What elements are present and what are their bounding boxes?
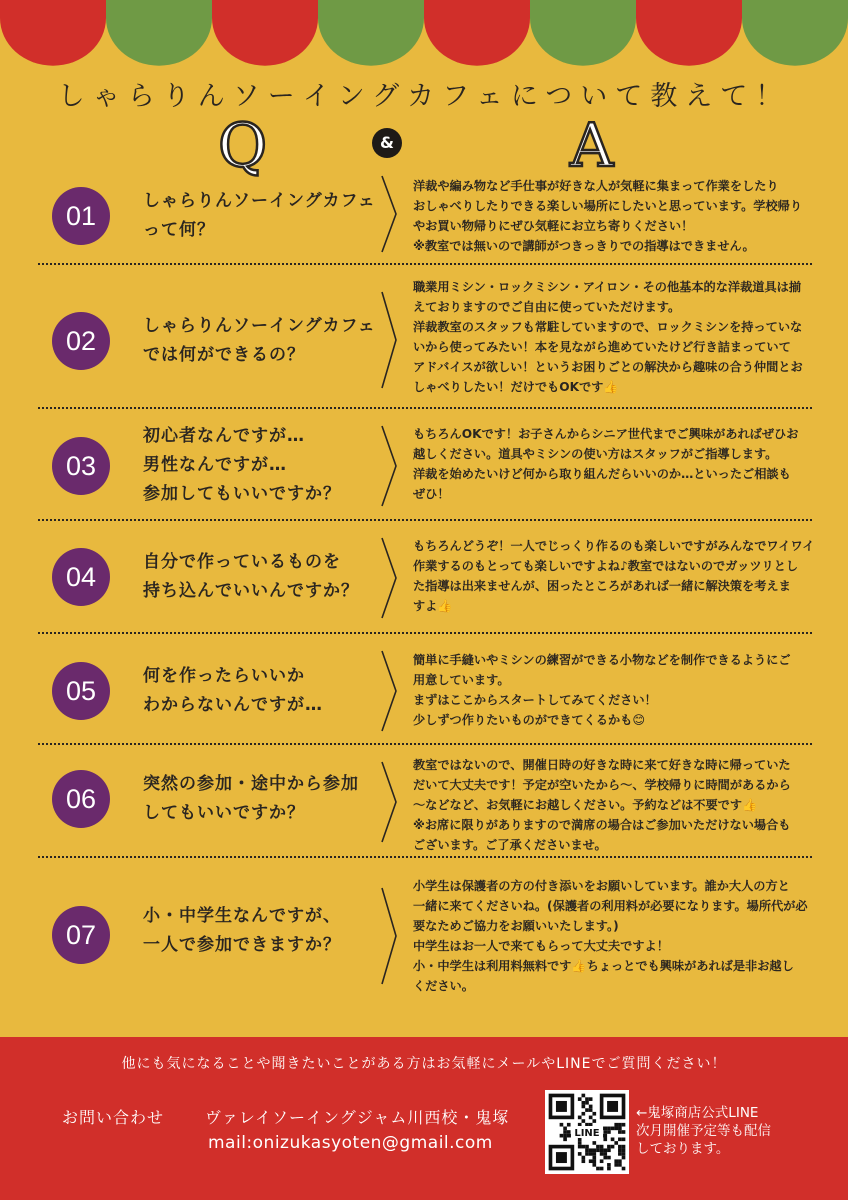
qr-module	[592, 1156, 596, 1160]
awning-scallop	[212, 0, 318, 66]
qr-module	[618, 1123, 622, 1127]
qr-module	[603, 1130, 607, 1134]
qr-module	[567, 1130, 571, 1134]
qr-module	[578, 1097, 582, 1101]
qr-module	[607, 1127, 611, 1131]
qr-module	[582, 1159, 586, 1163]
qr-module	[589, 1123, 593, 1127]
qr-module	[596, 1148, 600, 1152]
qr-module	[592, 1152, 596, 1156]
email-link[interactable]: mail:onizukasyoten@gmail.com	[208, 1133, 493, 1153]
qr-module	[611, 1127, 615, 1131]
qr-module	[618, 1163, 622, 1167]
question-text: 突然の参加・途中から参加 してもいいですか？	[143, 774, 359, 823]
item-number-badge: 02	[52, 312, 110, 370]
qr-module	[622, 1137, 626, 1141]
qr-module	[600, 1148, 604, 1152]
qr-module	[600, 1145, 604, 1149]
qr-module	[603, 1127, 607, 1131]
qr-module	[563, 1137, 567, 1141]
question-text: 何を作ったらいいか わからないんですが…	[143, 666, 323, 715]
qr-module	[596, 1167, 600, 1171]
qr-module	[611, 1145, 615, 1149]
qr-module	[567, 1123, 571, 1127]
item-number-badge: 07	[52, 906, 110, 964]
answer-text: もちろんどうぞ！一人でじっくり作るのも楽しいですがみんなでワイワイ 作業するのもとっても楽しいですよね♪教室ではないのでガッツリとし た指導は出来ませんが、困ったところがあれば一緒に解決策を考えま すよ👍	[413, 539, 815, 613]
qr-module	[563, 1127, 567, 1131]
qr-module	[603, 1156, 607, 1160]
awning-decoration	[0, 0, 848, 70]
qr-module	[582, 1112, 586, 1116]
a-heading: A	[570, 111, 614, 181]
qr-module	[578, 1145, 582, 1149]
item-number-badge: 06	[52, 770, 110, 828]
qr-module	[614, 1159, 618, 1163]
qr-module	[592, 1119, 596, 1123]
item-number-badge: 01	[52, 187, 110, 245]
divider	[38, 519, 812, 521]
qr-module	[607, 1163, 611, 1167]
qr-module	[603, 1152, 607, 1156]
answer-text: もちろんOKです！お子さんからシニア世代までご興味があればぜひお 越しください。道具やミシンの使い方はスタッフがご指導します。 洋裁を始めたいけど何から取り組んだらいいのか…といったご相談も ぜひ！	[413, 427, 799, 501]
qr-module	[585, 1152, 589, 1156]
answer-text: 小学生は保護者の方の付き添いをお願いしています。誰か大人の方と 一緒に来てくださいね。(保護者の利用料が必要になります。場所代が必 要なためご協力をお願いいたします。) 中学生はお一人で来てもらって大丈夫ですよ！ 小・中学生は利用料無料です👍ちょっとでも興味があれば是非お越し ください。	[413, 879, 808, 993]
qr-module	[603, 1137, 607, 1141]
awning-scallop	[742, 0, 848, 66]
qr-module	[582, 1105, 586, 1109]
qr-module	[614, 1123, 618, 1127]
qr-module	[611, 1137, 615, 1141]
question-text: しゃらりんソーイングカフェ って何？	[143, 191, 376, 240]
qr-module	[585, 1101, 589, 1105]
qr-module	[589, 1105, 593, 1109]
qr-module	[618, 1130, 622, 1134]
awning-scallop	[0, 0, 106, 66]
qr-module	[600, 1159, 604, 1163]
qr-module	[585, 1145, 589, 1149]
qr-module	[589, 1152, 593, 1156]
chevron-divider-icon	[378, 649, 400, 733]
qr-module	[585, 1148, 589, 1152]
footer-message: 他にも気になることや聞きたいことがある方はお気軽にメールやLINEでご質問ください！	[121, 1056, 727, 1072]
chevron-divider-icon	[378, 174, 400, 254]
qr-module	[622, 1145, 626, 1149]
chevron-divider-icon	[378, 886, 400, 986]
qr-module	[618, 1152, 622, 1156]
q-heading: Q	[218, 111, 268, 181]
qr-module	[563, 1130, 567, 1134]
qr-module	[603, 1134, 607, 1138]
qr-module	[589, 1097, 593, 1101]
qr-module	[618, 1137, 622, 1141]
qr-module	[578, 1141, 582, 1145]
qr-module	[618, 1148, 622, 1152]
qr-module	[622, 1148, 626, 1152]
qr-module	[582, 1119, 586, 1123]
qr-module	[560, 1123, 564, 1127]
qr-module	[614, 1141, 618, 1145]
divider	[38, 743, 812, 745]
qr-module	[607, 1156, 611, 1160]
qr-module	[563, 1134, 567, 1138]
divider	[38, 632, 812, 634]
divider	[38, 856, 812, 858]
qr-module	[600, 1167, 604, 1171]
answer-text: 教室ではないので、開催日時の好きな時に来て好きな時に帰っていた だいて大丈夫です！予定が空いたから〜、学校帰りに時間があるから 〜などなど、お気軽にお越しください。予約などは不要です👍 ※お席に限りがありますので満席の場合はご参加いただけない場合も ございます。ご了承くださいませ。	[413, 758, 791, 852]
page-title: しゃらりんソーイングカフェについて教えて！	[57, 81, 791, 112]
qr-module	[578, 1123, 582, 1127]
qr-module	[607, 1148, 611, 1152]
qr-module	[622, 1152, 626, 1156]
question-text: 自分で作っているものを 持ち込んでいいんですか？	[143, 552, 359, 601]
answer-text: 簡単に手縫いやミシンの練習ができる小物などを制作できるようにご 用意しています。 まずはここからスタートしてみてください！ 少しずつ作りたいものができてくるかも😊	[413, 653, 791, 727]
qr-module	[582, 1101, 586, 1105]
qr-module	[582, 1156, 586, 1160]
chevron-divider-icon	[378, 760, 400, 844]
divider	[38, 263, 812, 265]
qr-module	[607, 1130, 611, 1134]
qr-module	[560, 1134, 564, 1138]
question-text: しゃらりんソーイングカフェ では何ができるの？	[143, 316, 376, 365]
awning-scallop	[318, 0, 424, 66]
qr-module	[618, 1127, 622, 1131]
qr-module	[607, 1167, 611, 1171]
awning-scallop	[106, 0, 212, 66]
item-number-badge: 05	[52, 662, 110, 720]
chevron-divider-icon	[378, 536, 400, 620]
item-number-badge: 03	[52, 437, 110, 495]
qr-line-label: LINE	[574, 1128, 600, 1139]
qr-module	[622, 1123, 626, 1127]
question-text: 小・中学生なんですが、 一人で参加できますか？	[143, 906, 341, 955]
qr-module	[622, 1156, 626, 1160]
qr-module	[622, 1130, 626, 1134]
qr-module	[578, 1116, 582, 1120]
organization-name: ヴァレイソーイングジャム川西校・鬼塚	[205, 1108, 510, 1127]
qr-module	[614, 1127, 618, 1131]
qr-module	[592, 1159, 596, 1163]
question-text: 初心者なんですが… 男性なんですが… 参加してもいいですか？	[143, 426, 341, 504]
qr-module	[614, 1163, 618, 1167]
qr-module	[585, 1123, 589, 1127]
awning-scallop	[530, 0, 636, 66]
ampersand-badge: &	[372, 128, 402, 158]
divider	[38, 407, 812, 409]
qr-module	[592, 1148, 596, 1152]
qr-module	[596, 1145, 600, 1149]
answer-text: 洋裁や編み物など手仕事が好きな人が気軽に集まって作業をしたり おしゃべりしたりできる楽しい場所にしたいと思っています。学校帰り やお買い物帰りにぜひ気軽にお立ち寄りください！ ※教室では無いので講師がつきっきりでの指導はできません。	[413, 179, 803, 253]
qr-module	[585, 1108, 589, 1112]
qr-module	[585, 1097, 589, 1101]
qr-module	[589, 1159, 593, 1163]
qr-finder	[556, 1152, 567, 1163]
awning-scallop	[636, 0, 742, 66]
qr-module	[578, 1152, 582, 1156]
qr-module	[618, 1145, 622, 1149]
qr-module	[622, 1167, 626, 1171]
qr-module	[607, 1145, 611, 1149]
qr-module	[618, 1159, 622, 1163]
contact-label: お問い合わせ	[62, 1108, 165, 1127]
qr-module	[592, 1112, 596, 1116]
awning-scallop	[424, 0, 530, 66]
qr-module	[589, 1148, 593, 1152]
item-number-badge: 04	[52, 548, 110, 606]
qr-module	[567, 1134, 571, 1138]
qr-finder	[607, 1101, 618, 1112]
qr-module	[600, 1152, 604, 1156]
qr-module	[592, 1141, 596, 1145]
qr-module	[592, 1163, 596, 1167]
line-qr-code[interactable]	[545, 1090, 629, 1174]
qr-module	[589, 1108, 593, 1112]
qr-module	[589, 1116, 593, 1120]
answer-text: 職業用ミシン・ロックミシン・アイロン・その他基本的な洋裁道具は揃 えておりますのでご自由に使っていただけます。 洋裁教室のスタッフも常駐していますので、ロックミシンを持っていな いから使ってみたい！本を見ながら進めていたけど行き詰まっていて アドバイスが欲しい！というお困りごとの解決から趣味の合う仲間とお しゃべりしたい！だけでもOKです👍	[413, 280, 803, 394]
qr-module	[582, 1145, 586, 1149]
chevron-divider-icon	[378, 290, 400, 390]
chevron-divider-icon	[378, 424, 400, 508]
qr-module	[603, 1148, 607, 1152]
line-account-note: ←鬼塚商店公式LINE 次月開催予定等も配信 しております。	[636, 1105, 771, 1157]
qr-module	[582, 1094, 586, 1098]
qr-finder	[556, 1101, 567, 1112]
